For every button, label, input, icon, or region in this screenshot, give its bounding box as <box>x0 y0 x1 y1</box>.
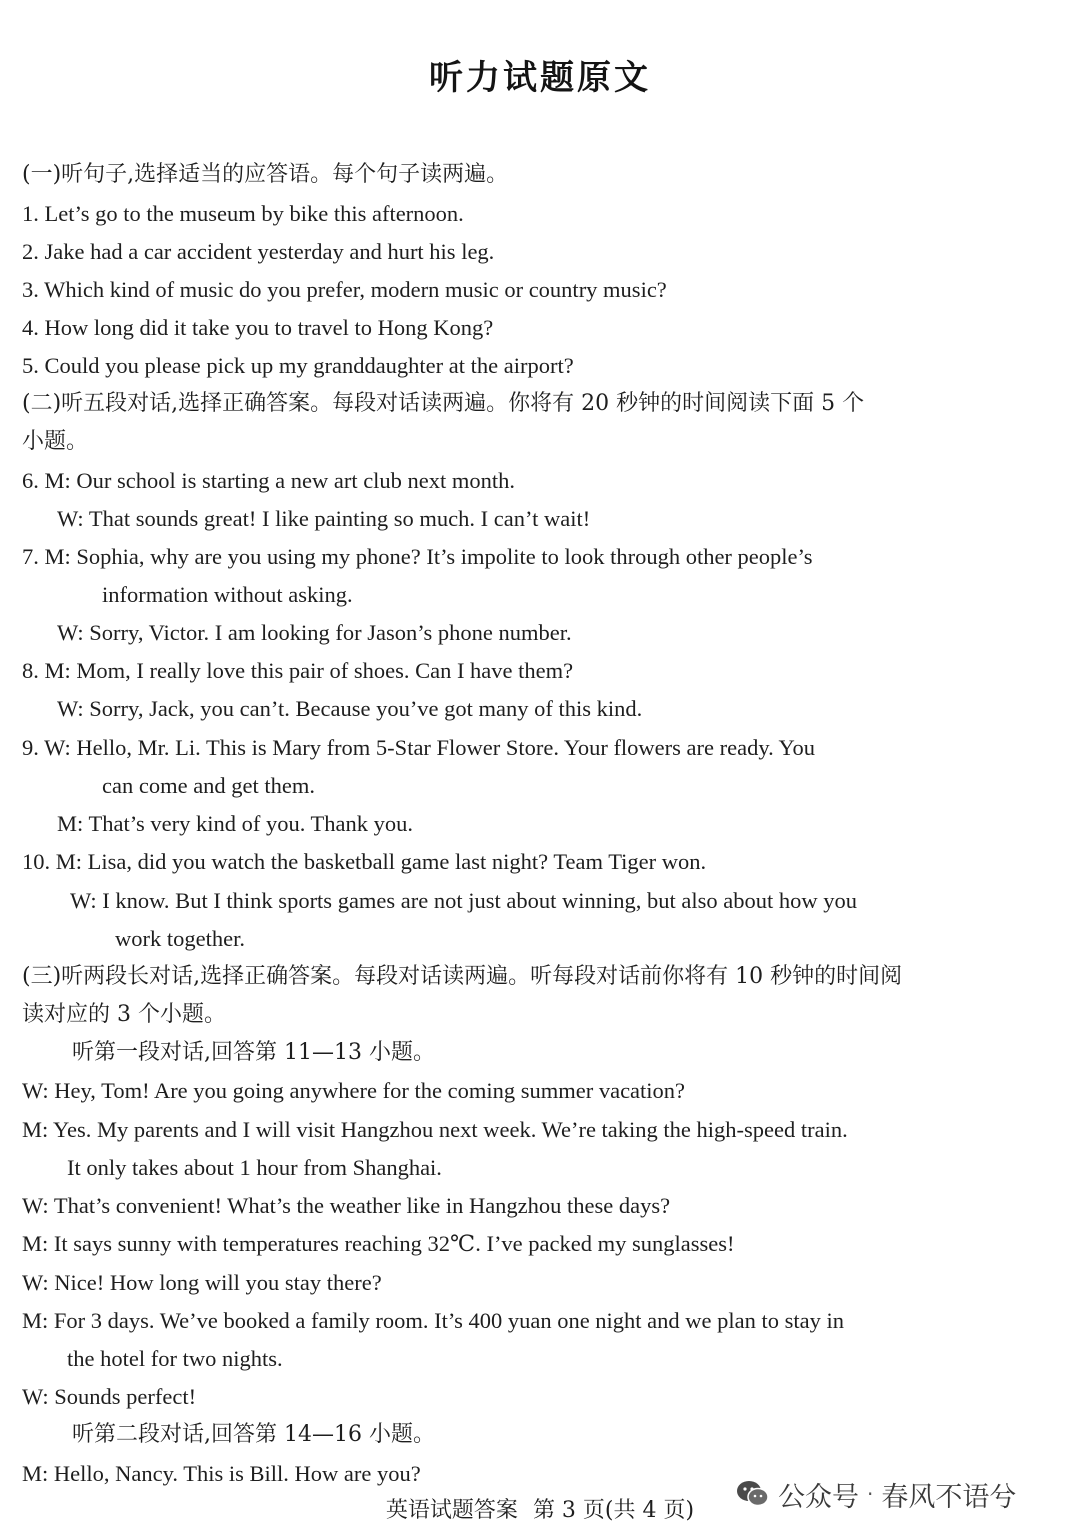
transcript-line: 5. Could you please pick up my granddaughter at the airport? <box>22 353 574 378</box>
transcript-line: M: That’s very kind of you. Thank you. <box>57 811 414 836</box>
transcript-line: work together. <box>115 926 245 951</box>
transcript-line: 读对应的 3 个小题。 <box>22 1002 226 1027</box>
transcript-line: information without asking. <box>102 582 353 607</box>
transcript-line: 1. Let’s go to the museum by bike this afternoon. <box>22 201 464 226</box>
transcript-line: M: Yes. My parents and I will visit Hangzhou next week. We’re taking the high-speed train. <box>22 1117 848 1142</box>
watermark-separator: · <box>867 1482 874 1506</box>
footer-page-number: 第 3 页(共 4 页) <box>532 1498 695 1523</box>
transcript-line: (二)听五段对话,选择正确答案。每段对话读两遍。你将有 20 秒钟的时间阅读下面 5 个 <box>22 391 865 416</box>
transcript-line: 3. Which kind of music do you prefer, modern music or country music? <box>22 277 667 302</box>
transcript-line: 6. M: Our school is starting a new art club next month. <box>22 468 516 493</box>
transcript-line: 听第二段对话,回答第 14—16 小题。 <box>72 1422 435 1447</box>
transcript-line: It only takes about 1 hour from Shanghai. <box>67 1155 442 1180</box>
transcript-line: 8. M: Mom, I really love this pair of shoes. Can I have them? <box>22 658 574 683</box>
transcript-line: W: Nice! How long will you stay there? <box>22 1270 382 1295</box>
transcript-line: M: It says sunny with temperatures reaching 32℃. I’ve packed my sunglasses! <box>22 1231 735 1256</box>
transcript-line: W: That’s convenient! What’s the weather like in Hangzhou these days? <box>22 1193 671 1218</box>
transcript-line: (三)听两段长对话,选择正确答案。每段对话读两遍。听每段对话前你将有 10 秒钟的时间阅 <box>22 964 903 989</box>
transcript-line: W: I know. But I think sports games are not just about winning, but also about how you <box>70 888 857 913</box>
transcript-line: can come and get them. <box>102 773 316 798</box>
transcript-line: W: That sounds great! I like painting so much. I can’t wait! <box>57 506 591 531</box>
transcript-line: M: For 3 days. We’ve booked a family room. It’s 400 yuan one night and we plan to stay in <box>22 1308 845 1333</box>
transcript-line: 10. M: Lisa, did you watch the basketball game last night? Team Tiger won. <box>22 849 707 874</box>
transcript-line: the hotel for two nights. <box>67 1346 283 1371</box>
transcript-line: W: Hey, Tom! Are you going anywhere for the coming summer vacation? <box>22 1078 686 1103</box>
footer-subject: 英语试题答案 <box>385 1498 518 1523</box>
watermark-account: 春风不语兮 <box>881 1481 1017 1513</box>
transcript-line: 小题。 <box>22 429 89 454</box>
transcript-line: 9. W: Hello, Mr. Li. This is Mary from 5-Star Flower Store. Your flowers are ready. You <box>22 735 816 760</box>
transcript-line: W: Sorry, Victor. I am looking for Jason’s phone number. <box>57 620 572 645</box>
transcript-line: M: Hello, Nancy. This is Bill. How are you? <box>22 1461 421 1486</box>
transcript-line: (一)听句子,选择适当的应答语。每个句子读两遍。 <box>22 162 509 187</box>
transcript-line: W: Sounds perfect! <box>22 1384 197 1409</box>
transcript-line: 2. Jake had a car accident yesterday and hurt his leg. <box>22 239 495 264</box>
wechat-icon <box>736 1479 770 1509</box>
transcript-line: 7. M: Sophia, why are you using my phone? It’s impolite to look through other people’s <box>22 544 813 569</box>
transcript-line: 听第一段对话,回答第 11—13 小题。 <box>72 1040 435 1065</box>
transcript-line: W: Sorry, Jack, you can’t. Because you’ve got many of this kind. <box>57 696 643 721</box>
page-title: 听力试题原文 <box>429 58 651 98</box>
transcript-line: 4. How long did it take you to travel to Hong Kong? <box>22 315 494 340</box>
watermark-label: 公众号 <box>778 1481 859 1513</box>
wechat-watermark <box>736 1474 1016 1514</box>
